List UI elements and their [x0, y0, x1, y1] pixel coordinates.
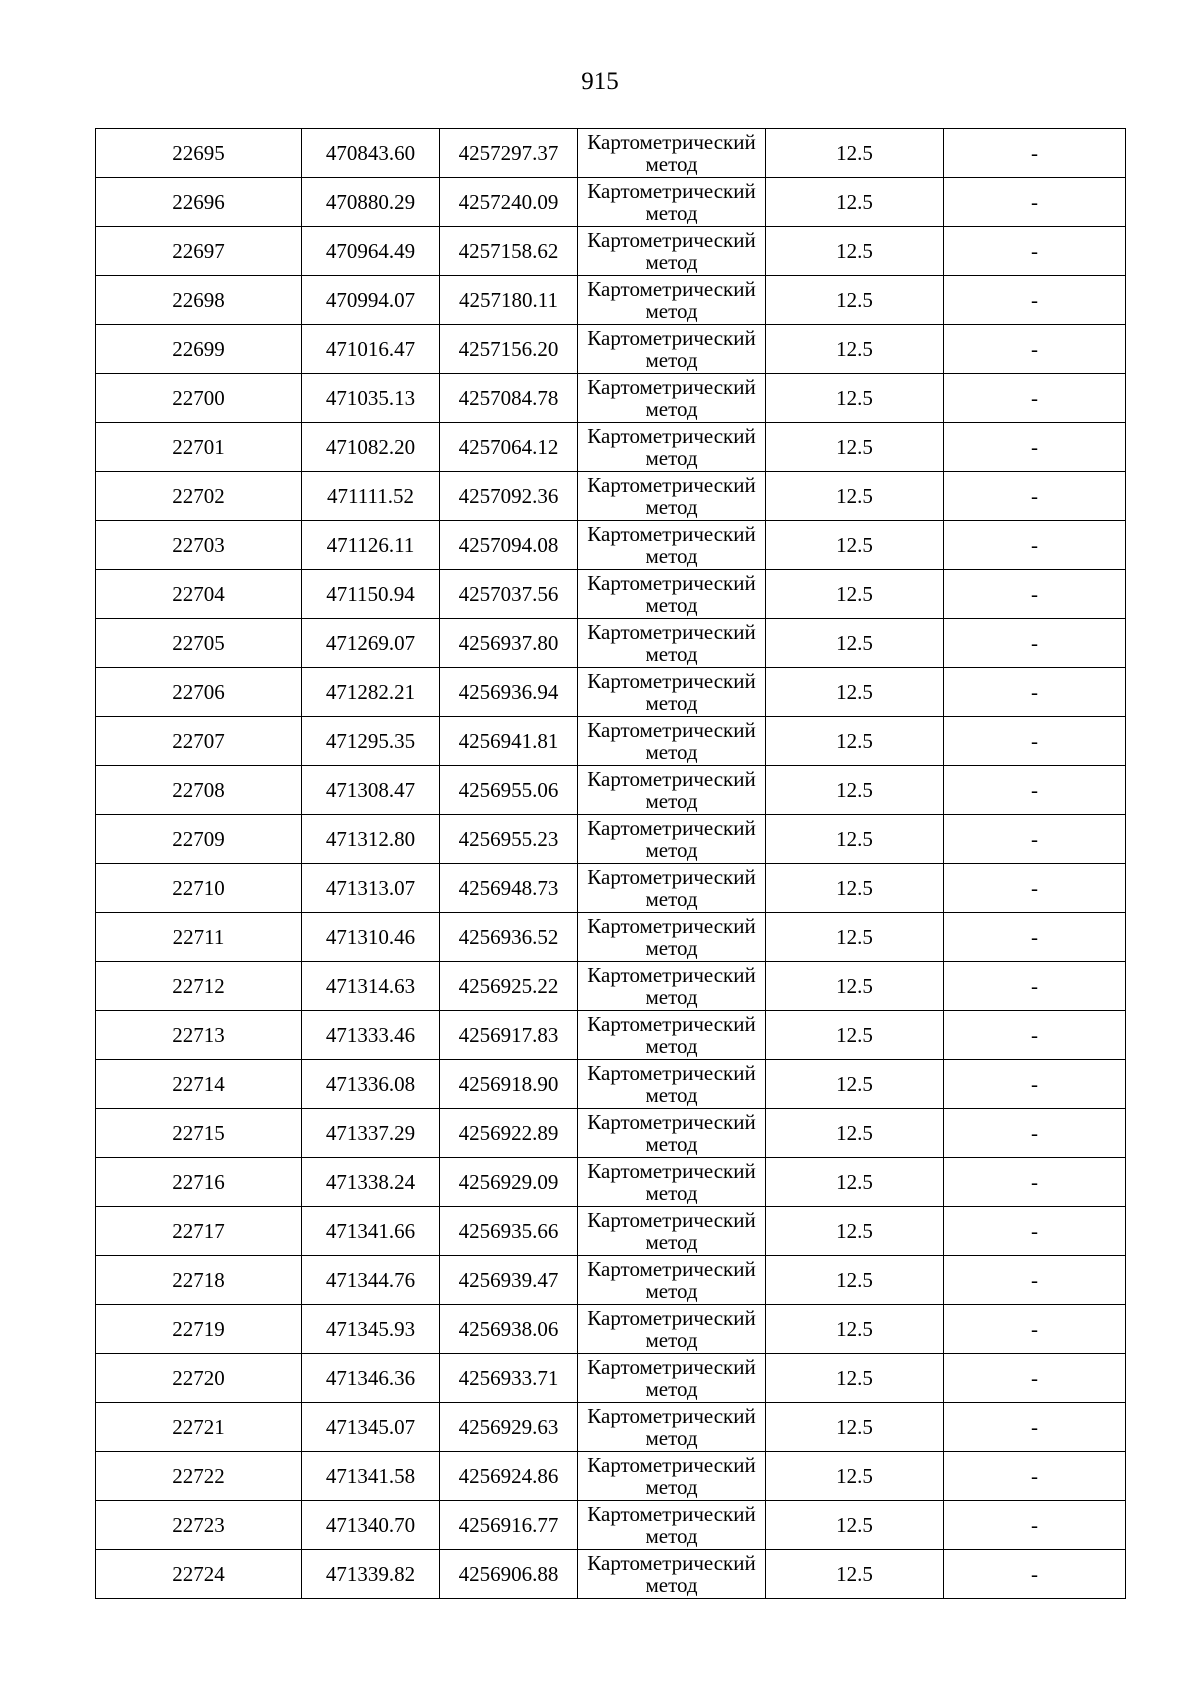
method-line-1: Картометрический: [587, 620, 756, 644]
method-cell: [578, 1060, 766, 1109]
x-coordinate-cell: 471082.20: [302, 423, 440, 472]
y-coordinate-cell: 4257158.62: [440, 227, 578, 276]
method-cell: [578, 570, 766, 619]
y-coordinate-cell: 4256918.90: [440, 1060, 578, 1109]
method-line-1: Картометрический: [587, 1208, 756, 1232]
table-row: [96, 325, 1126, 374]
x-coordinate-cell: 471339.82: [302, 1550, 440, 1599]
method-line-1: Картометрический: [587, 1110, 756, 1134]
x-coordinate-cell: 471338.24: [302, 1158, 440, 1207]
method-line-2: метод: [645, 1034, 698, 1058]
method-cell: [578, 472, 766, 521]
x-coordinate-cell: 471310.46: [302, 913, 440, 962]
precision-cell: 12.5: [766, 1305, 944, 1354]
note-cell: -: [944, 1305, 1126, 1354]
precision-cell: 12.5: [766, 668, 944, 717]
method-cell: [578, 1403, 766, 1452]
method-cell: [578, 1207, 766, 1256]
precision-cell: 12.5: [766, 1354, 944, 1403]
method-line-1: Картометрический: [587, 1453, 756, 1477]
point-number-cell: 22711: [96, 913, 302, 962]
method-line-2: метод: [645, 495, 698, 519]
y-coordinate-cell: 4257092.36: [440, 472, 578, 521]
x-coordinate-cell: 471035.13: [302, 374, 440, 423]
precision-cell: 12.5: [766, 276, 944, 325]
method-cell: [578, 1501, 766, 1550]
x-coordinate-cell: 471111.52: [302, 472, 440, 521]
note-cell: -: [944, 423, 1126, 472]
method-cell: [578, 619, 766, 668]
point-number-cell: 22712: [96, 962, 302, 1011]
precision-cell: 12.5: [766, 472, 944, 521]
method-line-1: Картометрический: [587, 865, 756, 889]
point-number-cell: 22716: [96, 1158, 302, 1207]
x-coordinate-cell: 470994.07: [302, 276, 440, 325]
method-cell: [578, 913, 766, 962]
point-number-cell: 22724: [96, 1550, 302, 1599]
precision-cell: 12.5: [766, 227, 944, 276]
y-coordinate-cell: 4256936.94: [440, 668, 578, 717]
x-coordinate-cell: 470880.29: [302, 178, 440, 227]
note-cell: -: [944, 668, 1126, 717]
method-cell: [578, 227, 766, 276]
method-line-2: метод: [645, 152, 698, 176]
method-line-2: метод: [645, 593, 698, 617]
point-number-cell: 22701: [96, 423, 302, 472]
method-cell: [578, 129, 766, 178]
method-line-2: метод: [645, 1181, 698, 1205]
table-row: [96, 1305, 1126, 1354]
method-cell: [578, 423, 766, 472]
point-number-cell: 22717: [96, 1207, 302, 1256]
point-number-cell: 22715: [96, 1109, 302, 1158]
method-cell: [578, 521, 766, 570]
method-line-1: Картометрический: [587, 424, 756, 448]
note-cell: -: [944, 1158, 1126, 1207]
precision-cell: 12.5: [766, 423, 944, 472]
precision-cell: 12.5: [766, 1011, 944, 1060]
table-row: [96, 472, 1126, 521]
table-row: [96, 864, 1126, 913]
y-coordinate-cell: 4257084.78: [440, 374, 578, 423]
method-line-2: метод: [645, 1132, 698, 1156]
y-coordinate-cell: 4257037.56: [440, 570, 578, 619]
x-coordinate-cell: 471312.80: [302, 815, 440, 864]
method-line-2: метод: [645, 250, 698, 274]
method-line-2: метод: [645, 740, 698, 764]
y-coordinate-cell: 4256906.88: [440, 1550, 578, 1599]
x-coordinate-cell: 471341.66: [302, 1207, 440, 1256]
precision-cell: 12.5: [766, 521, 944, 570]
method-line-2: метод: [645, 691, 698, 715]
method-cell: [578, 1452, 766, 1501]
method-line-2: метод: [645, 1573, 698, 1597]
method-line-2: метод: [645, 789, 698, 813]
y-coordinate-cell: 4256955.23: [440, 815, 578, 864]
point-number-cell: 22697: [96, 227, 302, 276]
table-row: [96, 1207, 1126, 1256]
y-coordinate-cell: 4256922.89: [440, 1109, 578, 1158]
method-line-1: Картометрический: [587, 1404, 756, 1428]
point-number-cell: 22705: [96, 619, 302, 668]
x-coordinate-cell: 471345.07: [302, 1403, 440, 1452]
precision-cell: 12.5: [766, 570, 944, 619]
note-cell: -: [944, 1403, 1126, 1452]
point-number-cell: 22704: [96, 570, 302, 619]
y-coordinate-cell: 4257240.09: [440, 178, 578, 227]
method-line-1: Картометрический: [587, 1502, 756, 1526]
precision-cell: 12.5: [766, 1550, 944, 1599]
note-cell: -: [944, 864, 1126, 913]
precision-cell: 12.5: [766, 619, 944, 668]
note-cell: -: [944, 227, 1126, 276]
note-cell: -: [944, 717, 1126, 766]
method-cell: [578, 1550, 766, 1599]
table-row: [96, 1403, 1126, 1452]
method-line-1: Картометрический: [587, 767, 756, 791]
method-line-1: Картометрический: [587, 473, 756, 497]
method-line-2: метод: [645, 1279, 698, 1303]
note-cell: -: [944, 1109, 1126, 1158]
y-coordinate-cell: 4256935.66: [440, 1207, 578, 1256]
point-number-cell: 22706: [96, 668, 302, 717]
precision-cell: 12.5: [766, 1158, 944, 1207]
method-line-1: Картометрический: [587, 571, 756, 595]
point-number-cell: 22696: [96, 178, 302, 227]
y-coordinate-cell: 4256939.47: [440, 1256, 578, 1305]
note-cell: -: [944, 276, 1126, 325]
method-line-1: Картометрический: [587, 1012, 756, 1036]
precision-cell: 12.5: [766, 962, 944, 1011]
note-cell: -: [944, 962, 1126, 1011]
x-coordinate-cell: 471341.58: [302, 1452, 440, 1501]
method-line-1: Картометрический: [587, 228, 756, 252]
table-row: [96, 1501, 1126, 1550]
precision-cell: 12.5: [766, 325, 944, 374]
method-line-2: метод: [645, 201, 698, 225]
method-line-1: Картометрический: [587, 816, 756, 840]
method-line-1: Картометрический: [587, 375, 756, 399]
note-cell: -: [944, 325, 1126, 374]
method-line-2: метод: [645, 985, 698, 1009]
point-number-cell: 22699: [96, 325, 302, 374]
note-cell: -: [944, 913, 1126, 962]
point-number-cell: 22718: [96, 1256, 302, 1305]
point-number-cell: 22707: [96, 717, 302, 766]
table-row: [96, 913, 1126, 962]
table-row: [96, 766, 1126, 815]
x-coordinate-cell: 471345.93: [302, 1305, 440, 1354]
note-cell: -: [944, 1501, 1126, 1550]
y-coordinate-cell: 4256937.80: [440, 619, 578, 668]
method-line-1: Картометрический: [587, 326, 756, 350]
method-cell: [578, 1011, 766, 1060]
precision-cell: 12.5: [766, 1256, 944, 1305]
x-coordinate-cell: 471016.47: [302, 325, 440, 374]
coordinates-table: [95, 128, 1126, 1599]
y-coordinate-cell: 4257297.37: [440, 129, 578, 178]
method-line-1: Картометрический: [587, 1159, 756, 1183]
method-line-1: Картометрический: [587, 1355, 756, 1379]
note-cell: -: [944, 1256, 1126, 1305]
y-coordinate-cell: 4256917.83: [440, 1011, 578, 1060]
table-row: [96, 717, 1126, 766]
method-cell: [578, 325, 766, 374]
point-number-cell: 22702: [96, 472, 302, 521]
y-coordinate-cell: 4256938.06: [440, 1305, 578, 1354]
note-cell: -: [944, 1011, 1126, 1060]
method-line-1: Картометрический: [587, 669, 756, 693]
table-body: [96, 129, 1126, 1599]
precision-cell: 12.5: [766, 1452, 944, 1501]
point-number-cell: 22698: [96, 276, 302, 325]
y-coordinate-cell: 4257180.11: [440, 276, 578, 325]
point-number-cell: 22720: [96, 1354, 302, 1403]
table-row: [96, 129, 1126, 178]
precision-cell: 12.5: [766, 178, 944, 227]
precision-cell: 12.5: [766, 1501, 944, 1550]
point-number-cell: 22695: [96, 129, 302, 178]
table-row: [96, 178, 1126, 227]
x-coordinate-cell: 470964.49: [302, 227, 440, 276]
method-line-1: Картометрический: [587, 1551, 756, 1575]
table-row: [96, 1109, 1126, 1158]
note-cell: -: [944, 1207, 1126, 1256]
note-cell: -: [944, 178, 1126, 227]
table-row: [96, 374, 1126, 423]
precision-cell: 12.5: [766, 717, 944, 766]
note-cell: -: [944, 1060, 1126, 1109]
method-line-2: метод: [645, 348, 698, 372]
y-coordinate-cell: 4256924.86: [440, 1452, 578, 1501]
note-cell: -: [944, 1452, 1126, 1501]
precision-cell: 12.5: [766, 913, 944, 962]
table-row: [96, 1550, 1126, 1599]
table-row: [96, 962, 1126, 1011]
x-coordinate-cell: 471295.35: [302, 717, 440, 766]
note-cell: -: [944, 619, 1126, 668]
method-cell: [578, 276, 766, 325]
y-coordinate-cell: 4256929.63: [440, 1403, 578, 1452]
note-cell: -: [944, 374, 1126, 423]
x-coordinate-cell: 471333.46: [302, 1011, 440, 1060]
point-number-cell: 22713: [96, 1011, 302, 1060]
point-number-cell: 22721: [96, 1403, 302, 1452]
y-coordinate-cell: 4256948.73: [440, 864, 578, 913]
table-row: [96, 1158, 1126, 1207]
x-coordinate-cell: 471340.70: [302, 1501, 440, 1550]
y-coordinate-cell: 4256929.09: [440, 1158, 578, 1207]
y-coordinate-cell: 4257156.20: [440, 325, 578, 374]
method-line-2: метод: [645, 1377, 698, 1401]
method-line-1: Картометрический: [587, 718, 756, 742]
note-cell: -: [944, 570, 1126, 619]
table-row: [96, 1060, 1126, 1109]
x-coordinate-cell: 470843.60: [302, 129, 440, 178]
method-line-1: Картометрический: [587, 179, 756, 203]
table-row: [96, 1452, 1126, 1501]
table-row: [96, 1354, 1126, 1403]
precision-cell: 12.5: [766, 864, 944, 913]
table-row: [96, 570, 1126, 619]
point-number-cell: 22723: [96, 1501, 302, 1550]
note-cell: -: [944, 1354, 1126, 1403]
method-cell: [578, 815, 766, 864]
method-line-2: метод: [645, 1328, 698, 1352]
method-cell: [578, 178, 766, 227]
x-coordinate-cell: 471308.47: [302, 766, 440, 815]
method-line-2: метод: [645, 1230, 698, 1254]
table-row: [96, 668, 1126, 717]
note-cell: -: [944, 472, 1126, 521]
method-cell: [578, 1109, 766, 1158]
precision-cell: 12.5: [766, 1207, 944, 1256]
point-number-cell: 22700: [96, 374, 302, 423]
table-row: [96, 619, 1126, 668]
x-coordinate-cell: 471346.36: [302, 1354, 440, 1403]
method-line-2: метод: [645, 446, 698, 470]
point-number-cell: 22722: [96, 1452, 302, 1501]
note-cell: -: [944, 766, 1126, 815]
method-cell: [578, 717, 766, 766]
y-coordinate-cell: 4256925.22: [440, 962, 578, 1011]
method-line-1: Картометрический: [587, 130, 756, 154]
method-cell: [578, 374, 766, 423]
method-line-2: метод: [645, 1475, 698, 1499]
note-cell: -: [944, 129, 1126, 178]
point-number-cell: 22708: [96, 766, 302, 815]
method-cell: [578, 766, 766, 815]
precision-cell: 12.5: [766, 1109, 944, 1158]
x-coordinate-cell: 471337.29: [302, 1109, 440, 1158]
y-coordinate-cell: 4256916.77: [440, 1501, 578, 1550]
method-cell: [578, 668, 766, 717]
point-number-cell: 22719: [96, 1305, 302, 1354]
y-coordinate-cell: 4256936.52: [440, 913, 578, 962]
note-cell: -: [944, 1550, 1126, 1599]
y-coordinate-cell: 4257064.12: [440, 423, 578, 472]
method-cell: [578, 1256, 766, 1305]
y-coordinate-cell: 4256955.06: [440, 766, 578, 815]
point-number-cell: 22703: [96, 521, 302, 570]
table-row: [96, 227, 1126, 276]
table-row: [96, 1256, 1126, 1305]
x-coordinate-cell: 471314.63: [302, 962, 440, 1011]
precision-cell: 12.5: [766, 1060, 944, 1109]
page-number: 915: [581, 68, 619, 95]
method-line-2: метод: [645, 1524, 698, 1548]
point-number-cell: 22709: [96, 815, 302, 864]
method-cell: [578, 1354, 766, 1403]
y-coordinate-cell: 4256941.81: [440, 717, 578, 766]
note-cell: -: [944, 815, 1126, 864]
method-line-2: метод: [645, 887, 698, 911]
point-number-cell: 22714: [96, 1060, 302, 1109]
method-line-1: Картометрический: [587, 1306, 756, 1330]
method-cell: [578, 962, 766, 1011]
x-coordinate-cell: 471269.07: [302, 619, 440, 668]
method-cell: [578, 864, 766, 913]
precision-cell: 12.5: [766, 766, 944, 815]
method-cell: [578, 1158, 766, 1207]
method-line-2: метод: [645, 397, 698, 421]
method-line-2: метод: [645, 1083, 698, 1107]
x-coordinate-cell: 471282.21: [302, 668, 440, 717]
method-line-2: метод: [645, 299, 698, 323]
method-line-2: метод: [645, 838, 698, 862]
method-line-1: Картометрический: [587, 1257, 756, 1281]
method-line-1: Картометрический: [587, 277, 756, 301]
point-number-cell: 22710: [96, 864, 302, 913]
y-coordinate-cell: 4257094.08: [440, 521, 578, 570]
method-line-2: метод: [645, 1426, 698, 1450]
y-coordinate-cell: 4256933.71: [440, 1354, 578, 1403]
method-line-1: Картометрический: [587, 963, 756, 987]
table-row: [96, 276, 1126, 325]
method-line-1: Картометрический: [587, 914, 756, 938]
method-cell: [578, 1305, 766, 1354]
method-line-2: метод: [645, 936, 698, 960]
precision-cell: 12.5: [766, 129, 944, 178]
precision-cell: 12.5: [766, 815, 944, 864]
table-row: [96, 1011, 1126, 1060]
note-cell: -: [944, 521, 1126, 570]
table-row: [96, 521, 1126, 570]
x-coordinate-cell: 471150.94: [302, 570, 440, 619]
method-line-2: метод: [645, 642, 698, 666]
precision-cell: 12.5: [766, 374, 944, 423]
precision-cell: 12.5: [766, 1403, 944, 1452]
method-line-2: метод: [645, 544, 698, 568]
x-coordinate-cell: 471313.07: [302, 864, 440, 913]
method-line-1: Картометрический: [587, 1061, 756, 1085]
x-coordinate-cell: 471336.08: [302, 1060, 440, 1109]
x-coordinate-cell: 471126.11: [302, 521, 440, 570]
method-line-1: Картометрический: [587, 522, 756, 546]
x-coordinate-cell: 471344.76: [302, 1256, 440, 1305]
table-row: [96, 815, 1126, 864]
table-row: [96, 423, 1126, 472]
